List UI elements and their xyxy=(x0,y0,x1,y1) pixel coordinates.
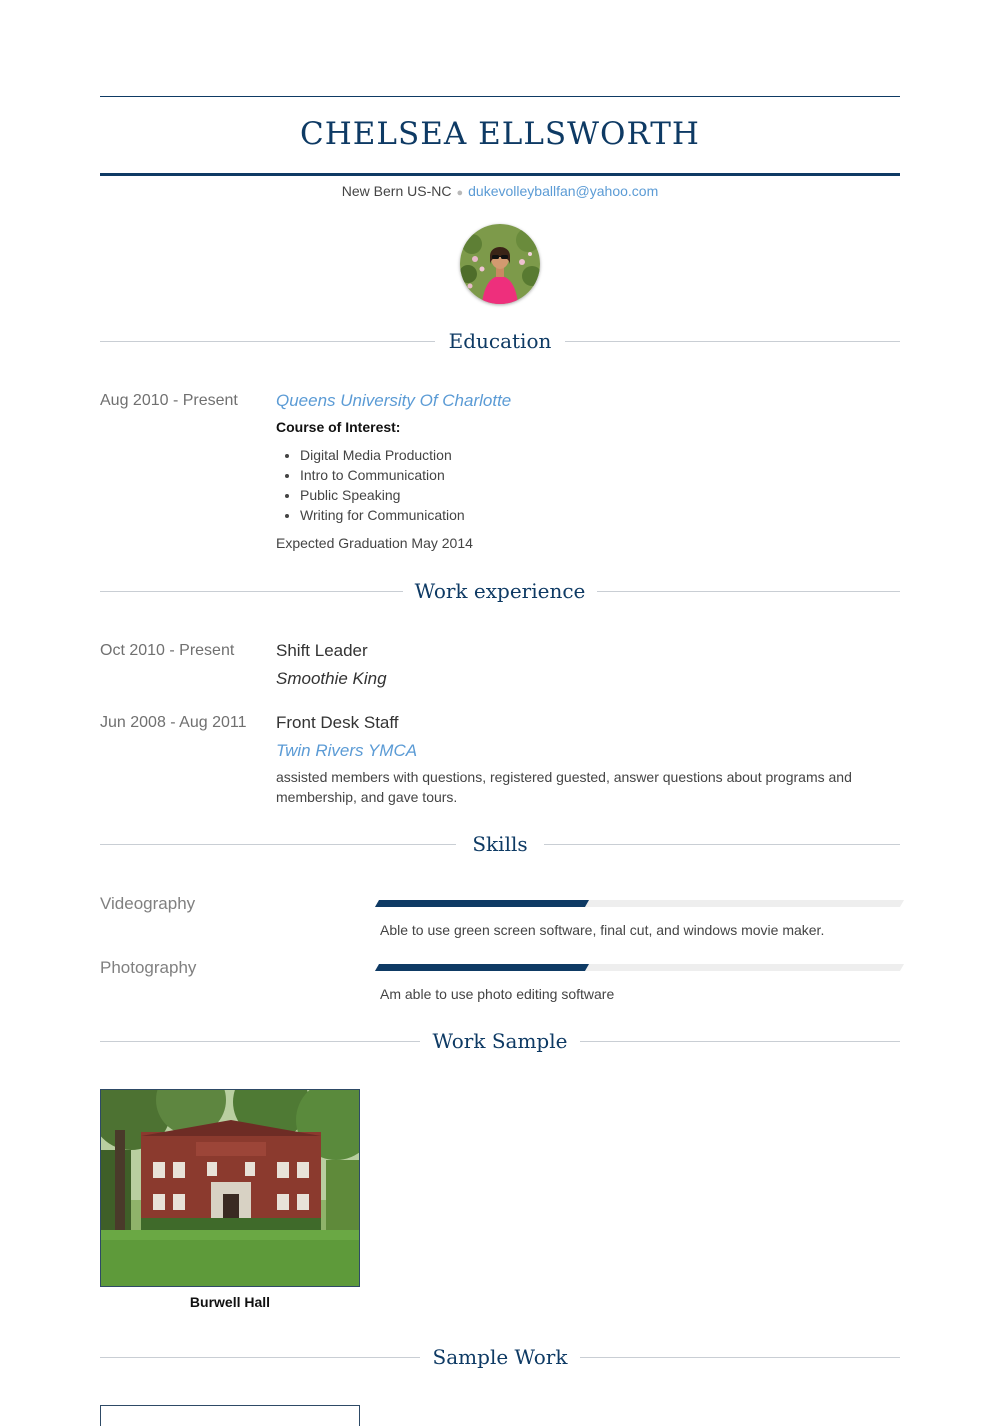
skill-level-bar xyxy=(377,900,902,907)
section-title: Work experience xyxy=(414,579,586,603)
header-bottom-rule xyxy=(100,173,900,176)
skills-section-header xyxy=(100,829,900,859)
skill-description: Able to use green screen software, final cut, and windows movie maker. xyxy=(380,922,825,938)
sample-work-section-header xyxy=(100,1342,900,1372)
email-link[interactable]: dukevolleyballfan@yahoo.com xyxy=(468,183,659,199)
job-date: Oct 2010 - Present xyxy=(100,642,235,659)
job-title: Shift Leader xyxy=(276,641,368,660)
section-title: Work Sample xyxy=(432,1029,568,1053)
school-link[interactable]: Queens University Of Charlotte xyxy=(276,391,512,410)
avatar-photo xyxy=(460,224,540,304)
header-top-rule xyxy=(100,96,900,97)
sample-work-image[interactable] xyxy=(100,1405,360,1426)
education-details xyxy=(276,390,896,553)
section-title: Sample Work xyxy=(432,1345,568,1369)
skill-bar-fill xyxy=(375,964,589,971)
company-link[interactable]: Twin Rivers YMCA xyxy=(276,741,418,760)
job-entry xyxy=(276,640,896,690)
list-item: • Writing for Communication xyxy=(300,505,896,525)
skill-bar-fill xyxy=(375,900,589,907)
resume-page xyxy=(100,0,900,1410)
work-section-header xyxy=(100,576,900,606)
job-date: Jun 2008 - Aug 2011 xyxy=(100,714,247,731)
skill-level-bar xyxy=(377,964,902,971)
skill-name: Videography xyxy=(100,894,196,913)
section-title: Education xyxy=(448,329,552,353)
avatar xyxy=(460,224,540,304)
section-title: Skills xyxy=(472,832,528,856)
education-section-header xyxy=(100,326,900,356)
education-date: Aug 2010 - Present xyxy=(100,392,238,409)
separator-dot-icon: ● xyxy=(456,187,464,199)
work-sample-section-header xyxy=(100,1026,900,1056)
job-title: Front Desk Staff xyxy=(276,713,399,732)
list-item: • Public Speaking xyxy=(300,485,896,505)
company-name: Smoothie King xyxy=(276,669,387,688)
list-item: • Digital Media Production xyxy=(300,445,896,465)
graduation-note: Expected Graduation May 2014 xyxy=(276,535,473,551)
contact-line xyxy=(100,182,900,202)
course-list xyxy=(276,445,896,525)
work-sample-caption: Burwell Hall xyxy=(189,1294,271,1310)
job-entry xyxy=(276,712,896,807)
skill-name: Photography xyxy=(100,958,197,977)
job-description: assisted members with questions, registered guested, answer questions about programs and membership, and gave tours. xyxy=(276,769,852,805)
list-item: • Intro to Communication xyxy=(300,465,896,485)
course-label: Course of Interest: xyxy=(276,419,401,435)
skill-description: Am able to use photo editing software xyxy=(380,986,615,1002)
location-text: New Bern US-NC xyxy=(341,183,452,199)
candidate-name: CHELSEA ELLSWORTH xyxy=(300,116,700,152)
work-sample-image[interactable] xyxy=(100,1089,360,1287)
building-photo xyxy=(101,1090,359,1286)
